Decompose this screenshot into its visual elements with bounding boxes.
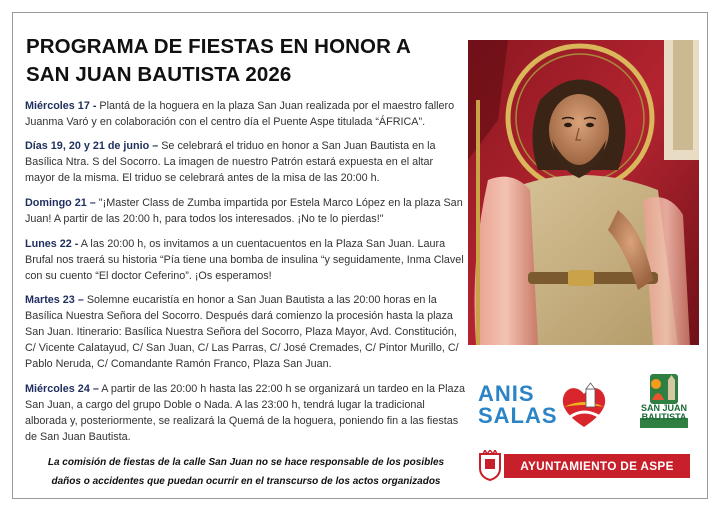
entry-day-label: Martes 23 – bbox=[25, 294, 84, 306]
entry-text: "¡Master Class de Zumba impartida por Estela Marco López en la plaza San Juan! A partir de las 20:00 h, para todos los interesados. ¡No te lo pierdas!" bbox=[25, 197, 463, 225]
entry-text: A partir de las 20:00 h hasta las 22:00 h se organizará un tardeo en la Plaza San Juan, a cargo del grupo Doble o Nada. A las 23:00 h, tendrá lugar la tradicional alborada y, posteriormente, se realizará la Quemá de la hoguera, poniendo fin a las fiestas de San Juan Bautista. bbox=[25, 383, 465, 443]
entry-day-label: Miércoles 17 - bbox=[25, 100, 97, 112]
entry-text: Solemne eucaristía en honor a San Juan Bautista a las 20:00 horas en la Basílica Nuestra Señora del Socorro. Después dará comienzo la procesión hasta la plaza San Juan. Itinerario: Basílica Nuestra Señora del Socorro, Plaza Mayor, Avd. Constitución, C/ Vicente Calatayud, C/ San Juan, C/ Las Parras, C/ José Cremades, C/ Pintor Murillo, C/ Pablo Neruda, C/ Comandante Ramón Franco, Plaza San Juan. bbox=[25, 294, 459, 370]
disclaimer bbox=[20, 453, 472, 491]
title-line-2: SAN JUAN BAUTISTA 2026 bbox=[26, 63, 292, 86]
sj-logo-line-1: SAN JUAN bbox=[640, 403, 687, 413]
anis-logo-line-2: SALAS bbox=[478, 403, 558, 428]
san-juan-logo-text bbox=[636, 404, 692, 421]
entry-text: Se celebrará el triduo en honor a San Juan Bautista en la Basílica Ntra. S del Socorro. La imagen de nuestro Patrón estará expuesta en el altar mayor de la misma. El triduo se celebrará antes de la misa de las 20:00 h. bbox=[25, 140, 436, 184]
entry-text: A las 20:00 h, os invitamos a un cuentacuentos en la Plaza San Juan. Laura Brufal nos traerá su historia “Pía tiene una bomba de insulina “y seguidamente, Inma Clavel con su cuento “El doctor Ceferino”. ¡Os esperamos! bbox=[25, 238, 464, 282]
program-entry-domingo-21 bbox=[25, 195, 465, 227]
page-title bbox=[26, 33, 466, 89]
entry-day-label: Miércoles 24 – bbox=[25, 383, 99, 395]
ayuntamiento-label: AYUNTAMIENTO DE ASPE bbox=[504, 454, 690, 478]
program-entry-dias-19-21 bbox=[25, 138, 465, 186]
saint-statue-photo bbox=[468, 40, 699, 345]
entry-day-label: Lunes 22 - bbox=[25, 238, 79, 250]
ayuntamiento-logo bbox=[477, 449, 690, 482]
program-entry-miercoles-24 bbox=[25, 381, 465, 445]
sj-logo-line-2: BAUTISTA bbox=[641, 411, 687, 422]
program-entry-miercoles-17 bbox=[25, 98, 465, 130]
entry-day-label: Domingo 21 – bbox=[25, 197, 96, 209]
disclaimer-line-2: daños o accidentes que puedan ocurrir en el transcurso de los actos organizados bbox=[51, 476, 441, 487]
program-entry-lunes-22 bbox=[25, 236, 465, 284]
heart-town-logo bbox=[556, 377, 612, 433]
title-line-1: PROGRAMA DE FIESTAS EN HONOR A bbox=[26, 35, 411, 58]
disclaimer-line-1: La comisión de fiestas de la calle San Juan no se hace responsable de los posibles bbox=[47, 457, 445, 468]
entry-text: Plantá de la hoguera en la plaza San Juan realizada por el maestro fallero Juanma Varó y en colaboración con el centro día el Puente Aspe titulada “ÁFRICA”. bbox=[25, 100, 455, 128]
anis-salas-logo bbox=[478, 381, 558, 433]
aspe-crest-icon bbox=[477, 450, 503, 481]
anis-logo-line-1: ANIS bbox=[478, 381, 535, 406]
entry-day-label: Días 19, 20 y 21 de junio – bbox=[25, 140, 159, 152]
program-entry-martes-23 bbox=[25, 292, 465, 372]
